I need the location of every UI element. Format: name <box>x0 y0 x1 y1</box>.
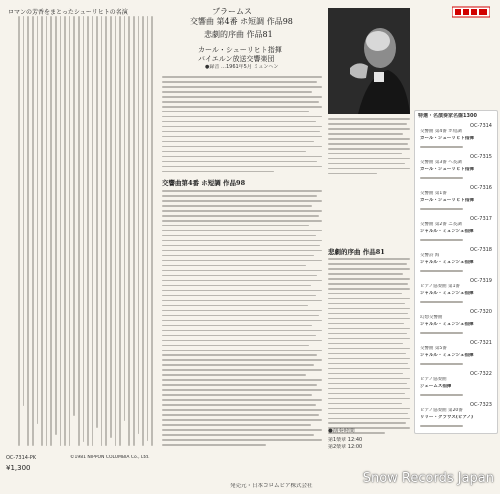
catalog-item-number: OC-7323 <box>470 402 492 408</box>
catalog-item-title: 交響曲 第4番 ホ短調 <box>420 129 462 134</box>
center-body-upper <box>162 76 322 176</box>
catalog-number: OC-7314-PK <box>6 455 37 461</box>
catalog-item-artist: ジェームス指揮 <box>420 384 452 389</box>
catalog-item <box>420 309 492 326</box>
catalog-item-detail-line <box>420 301 463 303</box>
catalog-item-title: ピアノ協奏曲 第1番 <box>420 284 460 289</box>
notes-heading: 交響曲第4番 ホ短調 作品98 <box>162 179 246 187</box>
timing-a: 第1楽章 12:40 <box>328 437 363 443</box>
composer-name: ブラームス <box>212 7 252 16</box>
columbia-logo <box>452 6 490 21</box>
price: ¥1,300 <box>6 464 31 472</box>
catalog-item-detail-line <box>420 363 463 365</box>
catalog-item-artist: リリー・クラウス(ピアノ) <box>420 415 474 420</box>
catalog-item-title: 交響曲 第5番 <box>420 346 447 351</box>
catalog-item-number: OC-7321 <box>470 340 492 346</box>
catalog-item-title: 交響曲 第2番 ニ長調 <box>420 222 462 227</box>
catalog-item-artist: シャルル・ミュンシュ指揮 <box>420 260 474 265</box>
catalog-item-artist: シャルル・ミュンシュ指揮 <box>420 229 474 234</box>
catalog-item-title: 幻想交響曲 <box>420 315 443 320</box>
catalog-item-artist: カール・シューリヒト指揮 <box>420 198 474 203</box>
catalog-item <box>420 371 492 388</box>
catalog-item-title: ピアノ協奏曲 第20番 <box>420 408 463 413</box>
catalog-item-detail-line <box>420 146 463 148</box>
catalog-item-artist: シャルル・ミュンシュ指揮 <box>420 322 474 327</box>
timing-b: 第2楽章 12:00 <box>328 444 363 450</box>
catalog-item-detail-line <box>420 177 463 179</box>
catalog-item-title: ピアノ協奏曲 <box>420 377 447 382</box>
catalog-panel-header: 特選・名演奏家名盤1300 <box>418 113 477 119</box>
catalog-item-detail-line <box>420 425 463 427</box>
catalog-item-detail-line <box>420 239 463 241</box>
symphony-title: 交響曲 第4番 ホ短調 作品98 <box>190 17 293 26</box>
catalog-item-artist: カール・シューリヒト指揮 <box>420 136 474 141</box>
distributor: 発売元・日本コロムビア株式会社 <box>230 483 313 489</box>
left-body-text <box>5 16 153 446</box>
conductor-photo <box>328 8 410 114</box>
catalog-item-number: OC-7315 <box>470 154 492 160</box>
copyright: ©1981 NIPPON COLUMBIA Co., Ltd. <box>70 455 150 460</box>
catalog-item-artist: カール・シューリヒト指揮 <box>420 167 474 172</box>
catalog-item <box>420 216 492 233</box>
catalog-item-title: 交響曲 第3番 へ長調 <box>420 160 462 165</box>
catalog-item-number: OC-7322 <box>470 371 492 377</box>
catalog-item-detail-line <box>420 270 463 272</box>
catalog-item <box>420 247 492 264</box>
catalog-item-detail-line <box>420 208 463 210</box>
catalog-item-artist: シャルル・ミュンシュ指揮 <box>420 353 474 358</box>
catalog-item-number: OC-7316 <box>470 185 492 191</box>
timing-label: ●演奏時間 <box>328 428 355 434</box>
catalog-item <box>420 154 492 171</box>
overture-notes-heading: 悲劇的序曲 作品81 <box>328 248 385 256</box>
catalog-item-number: OC-7314 <box>470 123 492 129</box>
catalog-item-number: OC-7317 <box>470 216 492 222</box>
catalog-item-title: 交響詩 海 <box>420 253 440 258</box>
catalog-item-number: OC-7320 <box>470 309 492 315</box>
catalog-item-artist: シャルル・ミュンシュ指揮 <box>420 291 474 296</box>
center-body-upper-right <box>328 118 410 178</box>
catalog-panel <box>414 110 498 434</box>
catalog-item-detail-line <box>420 394 463 396</box>
left-heading: ロマンの芳香をまとったシューリヒトの名演 <box>8 9 128 16</box>
orchestra-credit: バイエルン放送交響楽団 <box>198 55 275 63</box>
center-body-right <box>328 258 410 437</box>
catalog-item-number: OC-7318 <box>470 247 492 253</box>
conductor-credit: カール・シューリヒト指揮 <box>198 46 282 54</box>
conductor-portrait-image <box>328 8 410 114</box>
catalog-item-number: OC-7319 <box>470 278 492 284</box>
catalog-item <box>420 402 492 419</box>
center-body-middle <box>162 190 322 449</box>
catalog-item <box>420 278 492 295</box>
recording-info: ●録音 …1961年5月 ミュンヘン <box>205 64 279 70</box>
catalog-item-title: 交響曲 第1番 <box>420 191 447 196</box>
catalog-item <box>420 123 492 140</box>
columbia-logo-mark <box>452 6 490 18</box>
overture-title: 悲劇的序曲 作品81 <box>204 30 273 39</box>
catalog-item-detail-line <box>420 332 463 334</box>
catalog-item <box>420 185 492 202</box>
catalog-item <box>420 340 492 357</box>
snow-records-watermark: Snow Records Japan <box>362 471 494 486</box>
